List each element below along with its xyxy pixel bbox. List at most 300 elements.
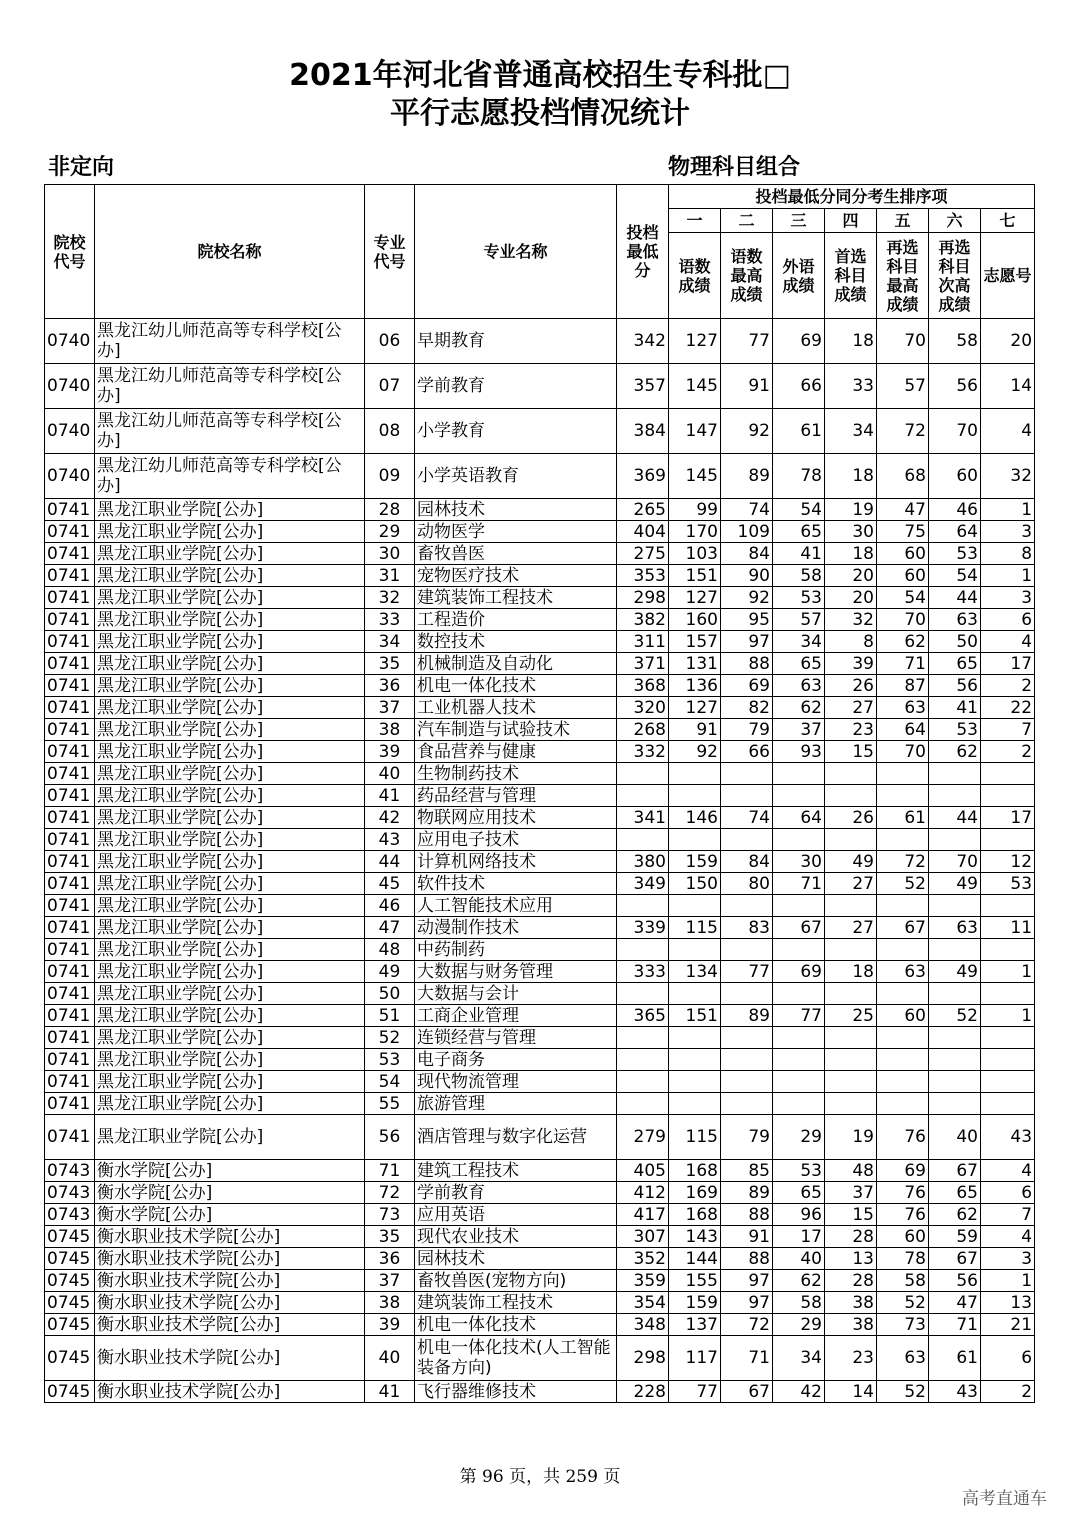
- major-name-cell: 人工智能技术应用: [415, 895, 617, 917]
- elective-second-cell: 53: [929, 719, 981, 741]
- school-name-cell: 黑龙江职业学院[公办]: [95, 587, 365, 609]
- major-name-cell: 大数据与会计: [415, 983, 617, 1005]
- chinese-math-max-cell: 109: [721, 521, 773, 543]
- major-code-cell: 36: [365, 1248, 415, 1270]
- chinese-math-max-cell: 88: [721, 1204, 773, 1226]
- school-code-cell: 0741: [45, 1027, 95, 1049]
- school-code-cell: 0741: [45, 697, 95, 719]
- chinese-math-max-cell: 95: [721, 609, 773, 631]
- primary-subject-cell: 32: [825, 609, 877, 631]
- table-row: [45, 319, 1035, 364]
- header-min-score: 投档最低分: [617, 185, 669, 319]
- header-tie-break-group: 投档最低分同分考生排序项: [669, 185, 1035, 209]
- elective-second-cell: 70: [929, 409, 981, 454]
- chinese-math-cell: [669, 785, 721, 807]
- school-name-cell: 黑龙江职业学院[公办]: [95, 719, 365, 741]
- elective-max-cell: 52: [877, 1292, 929, 1314]
- elective-max-cell: 60: [877, 1226, 929, 1248]
- school-name-cell: 黑龙江职业学院[公办]: [95, 1027, 365, 1049]
- major-code-cell: 43: [365, 829, 415, 851]
- major-name-cell: 小学英语教育: [415, 454, 617, 499]
- elective-max-cell: 61: [877, 807, 929, 829]
- foreign-language-cell: 58: [773, 565, 825, 587]
- chinese-math-max-cell: 79: [721, 1115, 773, 1160]
- primary-subject-cell: 28: [825, 1270, 877, 1292]
- preference-no-cell: 8: [981, 543, 1035, 565]
- primary-subject-cell: [825, 983, 877, 1005]
- school-code-cell: 0741: [45, 499, 95, 521]
- header-major-code: 专业代号: [365, 185, 415, 319]
- chinese-math-cell: [669, 829, 721, 851]
- major-name-cell: 小学教育: [415, 409, 617, 454]
- elective-max-cell: [877, 1027, 929, 1049]
- header-school-code: 院校代号: [45, 185, 95, 319]
- min-score-cell: 268: [617, 719, 669, 741]
- chinese-math-max-cell: [721, 895, 773, 917]
- school-name-cell: 黑龙江职业学院[公办]: [95, 763, 365, 785]
- preference-no-cell: 17: [981, 653, 1035, 675]
- header-order-2: 二: [721, 209, 773, 233]
- foreign-language-cell: [773, 939, 825, 961]
- chinese-math-cell: 168: [669, 1204, 721, 1226]
- preference-no-cell: [981, 939, 1035, 961]
- chinese-math-max-cell: 71: [721, 1336, 773, 1381]
- chinese-math-cell: [669, 1049, 721, 1071]
- major-name-cell: 现代农业技术: [415, 1226, 617, 1248]
- major-code-cell: 44: [365, 851, 415, 873]
- major-name-cell: 早期教育: [415, 319, 617, 364]
- major-code-cell: 41: [365, 785, 415, 807]
- elective-max-cell: 58: [877, 1270, 929, 1292]
- major-code-cell: 40: [365, 763, 415, 785]
- header-order-1: 一: [669, 209, 721, 233]
- foreign-language-cell: 29: [773, 1115, 825, 1160]
- preference-no-cell: 7: [981, 719, 1035, 741]
- school-code-cell: 0741: [45, 587, 95, 609]
- major-code-cell: 29: [365, 521, 415, 543]
- foreign-language-cell: 93: [773, 741, 825, 763]
- min-score-cell: 354: [617, 1292, 669, 1314]
- primary-subject-cell: 48: [825, 1160, 877, 1182]
- elective-second-cell: 64: [929, 521, 981, 543]
- preference-no-cell: [981, 829, 1035, 851]
- elective-second-cell: 56: [929, 364, 981, 409]
- major-name-cell: 机电一体化技术(人工智能装备方向): [415, 1336, 617, 1381]
- elective-second-cell: 49: [929, 873, 981, 895]
- primary-subject-cell: 26: [825, 807, 877, 829]
- primary-subject-cell: 27: [825, 917, 877, 939]
- school-name-cell: 衡水学院[公办]: [95, 1204, 365, 1226]
- table-row: [45, 1270, 1035, 1292]
- min-score-cell: [617, 763, 669, 785]
- primary-subject-cell: 26: [825, 675, 877, 697]
- preference-no-cell: 2: [981, 1381, 1035, 1403]
- primary-subject-cell: [825, 1071, 877, 1093]
- major-code-cell: 30: [365, 543, 415, 565]
- elective-second-cell: [929, 983, 981, 1005]
- foreign-language-cell: 34: [773, 1336, 825, 1381]
- major-code-cell: 08: [365, 409, 415, 454]
- chinese-math-max-cell: 83: [721, 917, 773, 939]
- elective-max-cell: [877, 829, 929, 851]
- elective-max-cell: [877, 895, 929, 917]
- chinese-math-max-cell: 69: [721, 675, 773, 697]
- primary-subject-cell: 28: [825, 1226, 877, 1248]
- foreign-language-cell: 61: [773, 409, 825, 454]
- foreign-language-cell: 96: [773, 1204, 825, 1226]
- table-row: [45, 719, 1035, 741]
- chinese-math-cell: 92: [669, 741, 721, 763]
- preference-no-cell: [981, 983, 1035, 1005]
- min-score-cell: 307: [617, 1226, 669, 1248]
- table-row: [45, 741, 1035, 763]
- foreign-language-cell: 41: [773, 543, 825, 565]
- min-score-cell: 275: [617, 543, 669, 565]
- table-row: [45, 917, 1035, 939]
- min-score-cell: 332: [617, 741, 669, 763]
- major-code-cell: 41: [365, 1381, 415, 1403]
- elective-max-cell: 76: [877, 1204, 929, 1226]
- elective-max-cell: [877, 1071, 929, 1093]
- major-name-cell: 现代物流管理: [415, 1071, 617, 1093]
- school-code-cell: 0741: [45, 1093, 95, 1115]
- elective-max-cell: 70: [877, 609, 929, 631]
- foreign-language-cell: 42: [773, 1381, 825, 1403]
- header-order-3: 三: [773, 209, 825, 233]
- preference-no-cell: 4: [981, 1160, 1035, 1182]
- min-score-cell: 384: [617, 409, 669, 454]
- major-name-cell: 飞行器维修技术: [415, 1381, 617, 1403]
- foreign-language-cell: 30: [773, 851, 825, 873]
- foreign-language-cell: 71: [773, 873, 825, 895]
- school-code-cell: 0745: [45, 1314, 95, 1336]
- elective-max-cell: [877, 983, 929, 1005]
- chinese-math-cell: 115: [669, 917, 721, 939]
- major-code-cell: 51: [365, 1005, 415, 1027]
- school-name-cell: 黑龙江职业学院[公办]: [95, 961, 365, 983]
- foreign-language-cell: 53: [773, 1160, 825, 1182]
- school-code-cell: 0741: [45, 961, 95, 983]
- chinese-math-cell: 147: [669, 409, 721, 454]
- major-name-cell: 中药制药: [415, 939, 617, 961]
- table-row: [45, 829, 1035, 851]
- foreign-language-cell: 53: [773, 587, 825, 609]
- major-name-cell: 建筑装饰工程技术: [415, 587, 617, 609]
- school-code-cell: 0745: [45, 1248, 95, 1270]
- school-code-cell: 0741: [45, 1049, 95, 1071]
- min-score-cell: [617, 1071, 669, 1093]
- chinese-math-cell: 157: [669, 631, 721, 653]
- elective-second-cell: 61: [929, 1336, 981, 1381]
- school-code-cell: 0745: [45, 1226, 95, 1248]
- document-title-line1: 2021年河北省普通高校招生专科批□: [289, 58, 791, 93]
- elective-max-cell: 60: [877, 1005, 929, 1027]
- min-score-cell: [617, 895, 669, 917]
- chinese-math-max-cell: [721, 1027, 773, 1049]
- foreign-language-cell: 77: [773, 1005, 825, 1027]
- elective-second-cell: [929, 1049, 981, 1071]
- table-row: [45, 653, 1035, 675]
- foreign-language-cell: 62: [773, 697, 825, 719]
- primary-subject-cell: 15: [825, 1204, 877, 1226]
- chinese-math-max-cell: 92: [721, 587, 773, 609]
- min-score-cell: [617, 983, 669, 1005]
- school-name-cell: 黑龙江职业学院[公办]: [95, 785, 365, 807]
- preference-no-cell: [981, 763, 1035, 785]
- school-name-cell: 黑龙江幼儿师范高等专科学校[公办]: [95, 364, 365, 409]
- chinese-math-max-cell: 90: [721, 565, 773, 587]
- foreign-language-cell: 65: [773, 521, 825, 543]
- major-code-cell: 31: [365, 565, 415, 587]
- chinese-math-max-cell: 89: [721, 454, 773, 499]
- table-row: [45, 983, 1035, 1005]
- chinese-math-cell: 160: [669, 609, 721, 631]
- major-code-cell: 06: [365, 319, 415, 364]
- major-name-cell: 畜牧兽医: [415, 543, 617, 565]
- primary-subject-cell: 15: [825, 741, 877, 763]
- table-row: [45, 1314, 1035, 1336]
- school-code-cell: 0741: [45, 785, 95, 807]
- major-name-cell: 建筑工程技术: [415, 1160, 617, 1182]
- foreign-language-cell: 17: [773, 1226, 825, 1248]
- major-name-cell: 连锁经营与管理: [415, 1027, 617, 1049]
- school-code-cell: 0741: [45, 653, 95, 675]
- elective-max-cell: 70: [877, 319, 929, 364]
- table-row: [45, 1292, 1035, 1314]
- chinese-math-cell: 77: [669, 1381, 721, 1403]
- table-row: [45, 851, 1035, 873]
- header-school-name: 院校名称: [95, 185, 365, 319]
- preference-no-cell: 6: [981, 1336, 1035, 1381]
- elective-second-cell: 43: [929, 1381, 981, 1403]
- chinese-math-max-cell: 74: [721, 499, 773, 521]
- chinese-math-cell: 131: [669, 653, 721, 675]
- chinese-math-cell: [669, 1093, 721, 1115]
- table-row: [45, 1027, 1035, 1049]
- table-row: [45, 1093, 1035, 1115]
- primary-subject-cell: [825, 763, 877, 785]
- elective-second-cell: 58: [929, 319, 981, 364]
- major-code-cell: 56: [365, 1115, 415, 1160]
- major-code-cell: 32: [365, 587, 415, 609]
- foreign-language-cell: 64: [773, 807, 825, 829]
- school-name-cell: 衡水职业技术学院[公办]: [95, 1336, 365, 1381]
- preference-no-cell: [981, 1071, 1035, 1093]
- school-name-cell: 黑龙江职业学院[公办]: [95, 1093, 365, 1115]
- admission-table: [44, 184, 1035, 1403]
- school-name-cell: 黑龙江职业学院[公办]: [95, 939, 365, 961]
- preference-no-cell: 2: [981, 741, 1035, 763]
- subject-combination-label: 物理科目组合: [668, 155, 801, 180]
- major-code-cell: 09: [365, 454, 415, 499]
- major-code-cell: 38: [365, 1292, 415, 1314]
- elective-second-cell: 53: [929, 543, 981, 565]
- chinese-math-cell: 145: [669, 364, 721, 409]
- foreign-language-cell: 37: [773, 719, 825, 741]
- foreign-language-cell: 66: [773, 364, 825, 409]
- primary-subject-cell: 38: [825, 1314, 877, 1336]
- min-score-cell: 349: [617, 873, 669, 895]
- elective-max-cell: 54: [877, 587, 929, 609]
- chinese-math-cell: 150: [669, 873, 721, 895]
- min-score-cell: 279: [617, 1115, 669, 1160]
- school-code-cell: 0741: [45, 565, 95, 587]
- primary-subject-cell: 25: [825, 1005, 877, 1027]
- preference-no-cell: 53: [981, 873, 1035, 895]
- elective-second-cell: 59: [929, 1226, 981, 1248]
- major-name-cell: 生物制药技术: [415, 763, 617, 785]
- school-name-cell: 黑龙江职业学院[公办]: [95, 873, 365, 895]
- foreign-language-cell: 78: [773, 454, 825, 499]
- elective-second-cell: [929, 829, 981, 851]
- school-code-cell: 0743: [45, 1204, 95, 1226]
- elective-second-cell: 49: [929, 961, 981, 983]
- foreign-language-cell: [773, 1049, 825, 1071]
- min-score-cell: 371: [617, 653, 669, 675]
- chinese-math-cell: [669, 895, 721, 917]
- preference-no-cell: 12: [981, 851, 1035, 873]
- elective-second-cell: 70: [929, 851, 981, 873]
- elective-second-cell: [929, 895, 981, 917]
- min-score-cell: 341: [617, 807, 669, 829]
- chinese-math-cell: 137: [669, 1314, 721, 1336]
- elective-max-cell: [877, 1093, 929, 1115]
- major-name-cell: 工程造价: [415, 609, 617, 631]
- foreign-language-cell: 65: [773, 1182, 825, 1204]
- school-name-cell: 黑龙江职业学院[公办]: [95, 983, 365, 1005]
- foreign-language-cell: [773, 895, 825, 917]
- primary-subject-cell: [825, 785, 877, 807]
- chinese-math-max-cell: 79: [721, 719, 773, 741]
- school-name-cell: 黑龙江职业学院[公办]: [95, 851, 365, 873]
- table-row: [45, 409, 1035, 454]
- preference-no-cell: 1: [981, 1270, 1035, 1292]
- major-name-cell: 软件技术: [415, 873, 617, 895]
- min-score-cell: 353: [617, 565, 669, 587]
- primary-subject-cell: 27: [825, 697, 877, 719]
- min-score-cell: 298: [617, 587, 669, 609]
- chinese-math-cell: 127: [669, 319, 721, 364]
- min-score-cell: 265: [617, 499, 669, 521]
- school-code-cell: 0740: [45, 364, 95, 409]
- school-name-cell: 衡水职业技术学院[公办]: [95, 1248, 365, 1270]
- elective-max-cell: 52: [877, 873, 929, 895]
- preference-no-cell: 6: [981, 1182, 1035, 1204]
- foreign-language-cell: 63: [773, 675, 825, 697]
- major-name-cell: 旅游管理: [415, 1093, 617, 1115]
- chinese-math-max-cell: 97: [721, 631, 773, 653]
- preference-no-cell: 1: [981, 1005, 1035, 1027]
- header-order-5: 五: [877, 209, 929, 233]
- header-item-2: 语数最高成绩: [721, 233, 773, 319]
- primary-subject-cell: 39: [825, 653, 877, 675]
- school-name-cell: 衡水职业技术学院[公办]: [95, 1292, 365, 1314]
- elective-second-cell: 50: [929, 631, 981, 653]
- elective-second-cell: 65: [929, 1182, 981, 1204]
- table-row: [45, 763, 1035, 785]
- primary-subject-cell: 19: [825, 499, 877, 521]
- elective-second-cell: 67: [929, 1248, 981, 1270]
- school-name-cell: 黑龙江幼儿师范高等专科学校[公办]: [95, 454, 365, 499]
- table-row: [45, 807, 1035, 829]
- min-score-cell: 404: [617, 521, 669, 543]
- elective-max-cell: 60: [877, 543, 929, 565]
- major-name-cell: 汽车制造与试验技术: [415, 719, 617, 741]
- min-score-cell: 311: [617, 631, 669, 653]
- table-row: [45, 364, 1035, 409]
- preference-no-cell: 3: [981, 587, 1035, 609]
- preference-no-cell: 1: [981, 499, 1035, 521]
- table-row: [45, 631, 1035, 653]
- school-code-cell: 0741: [45, 939, 95, 961]
- elective-max-cell: 63: [877, 1336, 929, 1381]
- school-name-cell: 衡水学院[公办]: [95, 1182, 365, 1204]
- major-name-cell: 动物医学: [415, 521, 617, 543]
- school-name-cell: 黑龙江职业学院[公办]: [95, 565, 365, 587]
- school-name-cell: 黑龙江职业学院[公办]: [95, 609, 365, 631]
- chinese-math-max-cell: 89: [721, 1182, 773, 1204]
- major-code-cell: 37: [365, 697, 415, 719]
- school-code-cell: 0741: [45, 917, 95, 939]
- elective-max-cell: 60: [877, 565, 929, 587]
- chinese-math-max-cell: 88: [721, 653, 773, 675]
- major-name-cell: 学前教育: [415, 364, 617, 409]
- major-code-cell: 46: [365, 895, 415, 917]
- school-code-cell: 0745: [45, 1381, 95, 1403]
- school-code-cell: 0741: [45, 983, 95, 1005]
- preference-no-cell: [981, 895, 1035, 917]
- major-name-cell: 工商企业管理: [415, 1005, 617, 1027]
- elective-second-cell: 67: [929, 1160, 981, 1182]
- header-item-3: 外语成绩: [773, 233, 825, 319]
- major-code-cell: 34: [365, 631, 415, 653]
- foreign-language-cell: [773, 785, 825, 807]
- major-code-cell: 33: [365, 609, 415, 631]
- school-code-cell: 0741: [45, 521, 95, 543]
- table-row: [45, 785, 1035, 807]
- school-code-cell: 0745: [45, 1270, 95, 1292]
- major-name-cell: 应用电子技术: [415, 829, 617, 851]
- table-row: [45, 1049, 1035, 1071]
- table-row: [45, 565, 1035, 587]
- school-name-cell: 衡水学院[公办]: [95, 1160, 365, 1182]
- school-name-cell: 黑龙江职业学院[公办]: [95, 1049, 365, 1071]
- chinese-math-cell: [669, 939, 721, 961]
- major-code-cell: 39: [365, 741, 415, 763]
- major-name-cell: 机电一体化技术: [415, 1314, 617, 1336]
- chinese-math-cell: 127: [669, 697, 721, 719]
- chinese-math-cell: 169: [669, 1182, 721, 1204]
- elective-second-cell: 62: [929, 741, 981, 763]
- major-code-cell: 54: [365, 1071, 415, 1093]
- major-code-cell: 47: [365, 917, 415, 939]
- school-code-cell: 0745: [45, 1336, 95, 1381]
- preference-no-cell: 13: [981, 1292, 1035, 1314]
- elective-second-cell: 63: [929, 917, 981, 939]
- elective-max-cell: 72: [877, 409, 929, 454]
- primary-subject-cell: 19: [825, 1115, 877, 1160]
- table-row: [45, 1248, 1035, 1270]
- elective-second-cell: [929, 1093, 981, 1115]
- elective-max-cell: 67: [877, 917, 929, 939]
- chinese-math-cell: 151: [669, 1005, 721, 1027]
- min-score-cell: 339: [617, 917, 669, 939]
- table-row: [45, 1381, 1035, 1403]
- chinese-math-max-cell: 84: [721, 543, 773, 565]
- elective-second-cell: 56: [929, 1270, 981, 1292]
- major-code-cell: 45: [365, 873, 415, 895]
- elective-second-cell: [929, 785, 981, 807]
